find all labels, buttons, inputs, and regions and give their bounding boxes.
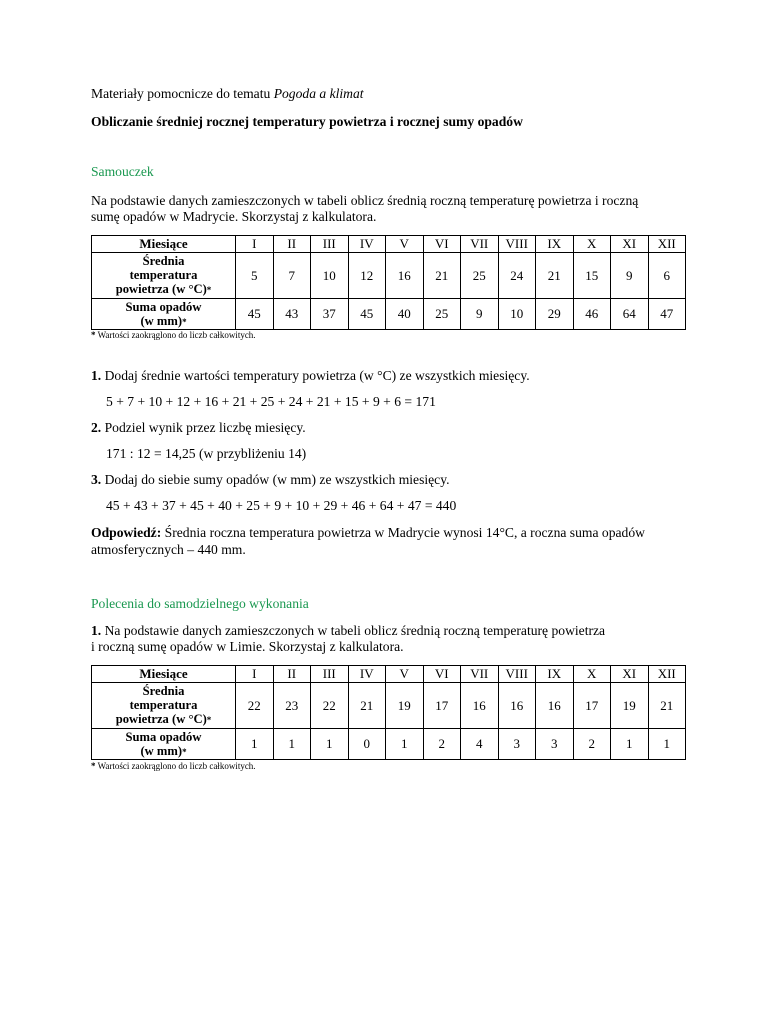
label-part: (w mm) [140, 313, 183, 328]
month-cell: XI [611, 236, 649, 253]
month-cell: XII [648, 236, 686, 253]
asterisk: * [206, 285, 212, 295]
table-cell: 23 [273, 683, 311, 729]
month-cell: XII [648, 666, 686, 683]
table-cell: 16 [536, 683, 574, 729]
table-cell: 21 [348, 683, 386, 729]
table-cell: 3 [536, 729, 574, 760]
table-cell: 12 [348, 253, 386, 299]
table-cell: 16 [386, 253, 424, 299]
precipitation-label [92, 729, 236, 760]
month-cell: IX [536, 236, 574, 253]
month-cell: VI [423, 236, 461, 253]
table-header-row [92, 666, 686, 683]
label-part: powietrza (w °C) [115, 282, 207, 296]
table-cell: 7 [273, 253, 311, 299]
table-cell: 64 [611, 299, 649, 330]
table-cell: 25 [461, 253, 499, 299]
table-cell: 40 [386, 299, 424, 330]
table-cell: 9 [461, 299, 499, 330]
label-part: temperatura [129, 698, 198, 712]
label-part: Suma opadów [125, 729, 202, 744]
answer-text: Średnia roczna temperatura powietrza w Madrycie wynosi 14°C, a roczna suma opadów [161, 525, 645, 540]
temperature-label [92, 253, 236, 299]
table-cell: 5 [236, 253, 274, 299]
table-cell: 1 [611, 729, 649, 760]
month-cell: VII [461, 666, 499, 683]
table-cell: 10 [498, 299, 536, 330]
temperature-row [92, 253, 686, 299]
step-text: Dodaj średnie wartości temperatury powietrza (w °C) ze wszystkich miesięcy. [101, 368, 530, 383]
table-cell: 37 [311, 299, 349, 330]
footnote-text: Wartości zaokrąglono do liczb całkowitych. [95, 761, 256, 771]
months-header: Miesiące [92, 666, 236, 683]
table-cell: 45 [348, 299, 386, 330]
asterisk: * [206, 715, 212, 725]
month-cell: X [573, 236, 611, 253]
tutorial-heading: Samouczek [91, 164, 154, 179]
month-cell: III [311, 666, 349, 683]
answer-label: Odpowiedź: [91, 525, 162, 540]
month-cell: II [273, 666, 311, 683]
table-cell: 47 [648, 299, 686, 330]
table-cell: 1 [311, 729, 349, 760]
table-cell: 43 [273, 299, 311, 330]
footnote-star: * [91, 330, 96, 340]
table-cell: 1 [273, 729, 311, 760]
table-cell: 1 [236, 729, 274, 760]
footnote [91, 761, 256, 772]
table-cell: 9 [611, 253, 649, 299]
task-number: 1. [91, 623, 102, 638]
month-cell: I [236, 666, 274, 683]
table-cell: 25 [423, 299, 461, 330]
label-part: temperatura [129, 268, 198, 282]
asterisk: * [182, 316, 187, 327]
page-title: Obliczanie średniej rocznej temperatury powietrza i rocznej sumy opadów [91, 114, 523, 129]
lima-table [91, 665, 686, 760]
step-number: 2. [91, 420, 102, 435]
month-cell: III [311, 236, 349, 253]
month-cell: VII [461, 236, 499, 253]
materials-heading [91, 85, 364, 102]
answer-line-2: atmosferycznych – 440 mm. [91, 542, 246, 557]
month-cell: IX [536, 666, 574, 683]
step-2-calc: 171 : 12 = 14,25 (w przybliżeniu 14) [106, 446, 307, 461]
month-cell: IV [348, 236, 386, 253]
table-cell: 21 [648, 683, 686, 729]
task-1-line-1 [91, 622, 605, 639]
answer-line-1 [91, 524, 645, 541]
label-part: Średnia [142, 254, 185, 268]
month-cell: VIII [498, 236, 536, 253]
step-text: Podziel wynik przez liczbę miesięcy. [101, 420, 306, 435]
precipitation-label [92, 299, 236, 330]
precipitation-row [92, 729, 686, 760]
label-part: Suma opadów [125, 299, 202, 314]
table-cell: 19 [611, 683, 649, 729]
temperature-label [92, 683, 236, 729]
step-3 [91, 471, 450, 488]
table-cell: 17 [423, 683, 461, 729]
precipitation-row [92, 299, 686, 330]
table-cell: 1 [386, 729, 424, 760]
month-cell: IV [348, 666, 386, 683]
label-part: Średnia [142, 684, 185, 698]
table-cell: 6 [648, 253, 686, 299]
footnote-star: * [91, 761, 96, 771]
footnote-text: Wartości zaokrąglono do liczb całkowitych. [95, 330, 256, 340]
topic-name: Pogoda a klimat [273, 86, 364, 101]
table-header-row [92, 236, 686, 253]
table-cell: 22 [236, 683, 274, 729]
table-cell: 3 [498, 729, 536, 760]
step-number: 3. [91, 472, 102, 487]
table-cell: 19 [386, 683, 424, 729]
month-cell: II [273, 236, 311, 253]
table-cell: 21 [423, 253, 461, 299]
month-cell: V [386, 236, 424, 253]
table-cell: 4 [461, 729, 499, 760]
madrid-table [91, 235, 686, 330]
table-cell: 15 [573, 253, 611, 299]
months-header: Miesiące [92, 236, 236, 253]
step-1-calc: 5 + 7 + 10 + 12 + 16 + 21 + 25 + 24 + 21 + 15 + 9 + 6 = 171 [106, 394, 436, 409]
month-cell: XI [611, 666, 649, 683]
step-3-calc: 45 + 43 + 37 + 45 + 40 + 25 + 9 + 10 + 29 + 46 + 64 + 47 = 440 [106, 498, 457, 513]
month-cell: VIII [498, 666, 536, 683]
step-1 [91, 367, 530, 384]
table-cell: 10 [311, 253, 349, 299]
table-cell: 22 [311, 683, 349, 729]
month-cell: X [573, 666, 611, 683]
month-cell: V [386, 666, 424, 683]
asterisk: * [182, 746, 187, 757]
intro-line-2: sumę opadów w Madrycie. Skorzystaj z kalkulatora. [91, 209, 377, 224]
table-cell: 16 [461, 683, 499, 729]
table-cell: 45 [236, 299, 274, 330]
table-cell: 46 [573, 299, 611, 330]
month-cell: VI [423, 666, 461, 683]
table-cell: 1 [648, 729, 686, 760]
table-cell: 29 [536, 299, 574, 330]
label-part: powietrza (w °C) [115, 712, 207, 726]
table-cell: 21 [536, 253, 574, 299]
table-cell: 16 [498, 683, 536, 729]
table-cell: 2 [573, 729, 611, 760]
temperature-row [92, 683, 686, 729]
table-cell: 2 [423, 729, 461, 760]
task-text: Na podstawie danych zamieszczonych w tabeli oblicz średnią roczną temperaturę powietrza [101, 623, 606, 638]
step-text: Dodaj do siebie sumy opadów (w mm) ze wszystkich miesięcy. [101, 472, 450, 487]
table-cell: 0 [348, 729, 386, 760]
table-cell: 24 [498, 253, 536, 299]
task-1-line-2: i roczną sumę opadów w Limie. Skorzystaj z kalkulatora. [91, 639, 404, 654]
step-number: 1. [91, 368, 102, 383]
table-cell: 17 [573, 683, 611, 729]
intro-line-1: Na podstawie danych zamieszczonych w tabeli oblicz średnią roczną temperaturę powietrza i roczną [91, 193, 639, 208]
label-part: (w mm) [140, 743, 183, 758]
footnote [91, 330, 256, 341]
step-2 [91, 419, 306, 436]
month-cell: I [236, 236, 274, 253]
materials-prefix: Materiały pomocnicze do tematu [91, 86, 274, 101]
tasks-heading: Polecenia do samodzielnego wykonania [91, 596, 309, 611]
